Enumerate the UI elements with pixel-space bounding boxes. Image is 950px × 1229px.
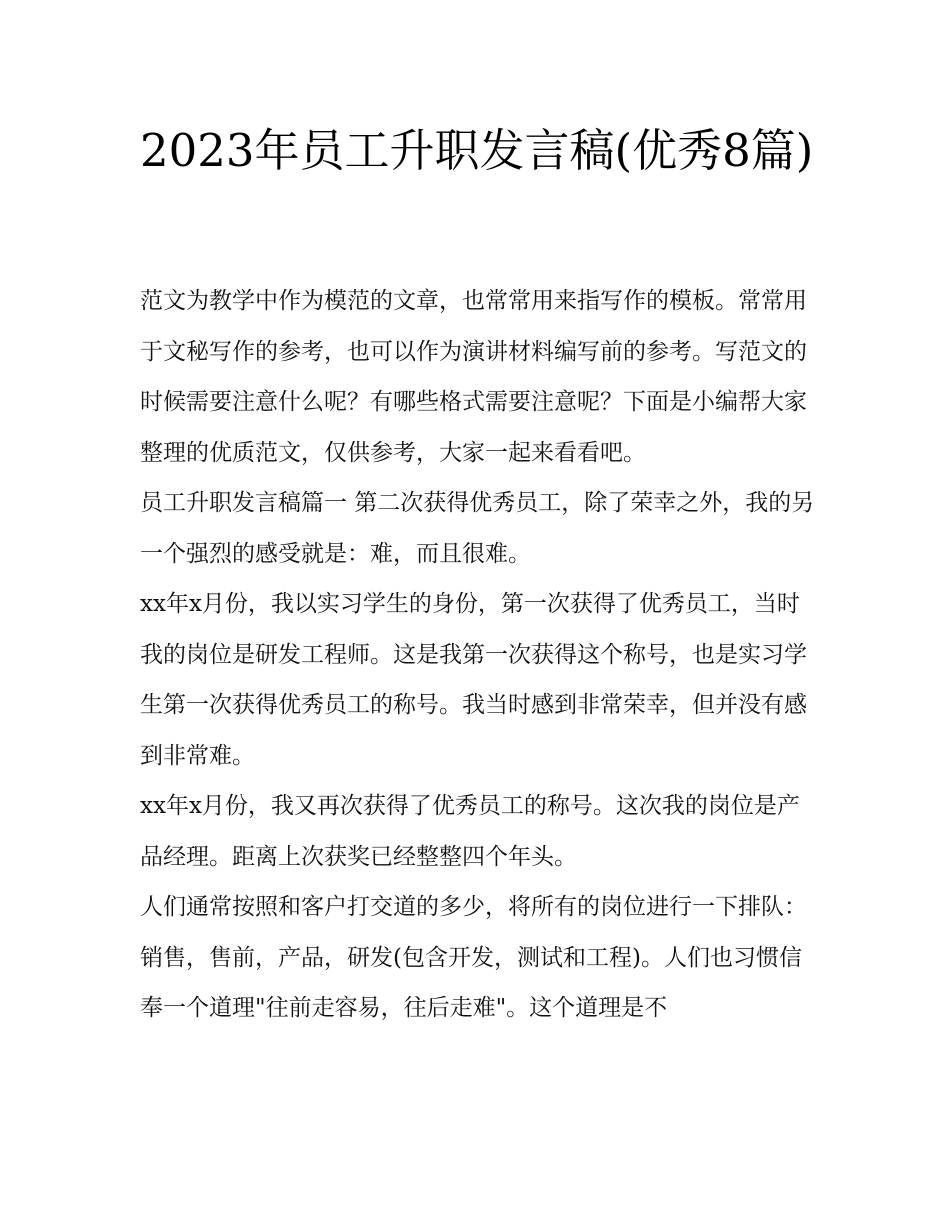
document-body [140,276,820,1034]
document-title: 2023年员工升职发言稿(优秀8篇) [140,124,814,177]
paragraph-role-ranking: 人们通常按照和客户打交道的多少，将所有的岗位进行一下排队：销售，售前，产品，研发(包含开发，测试和工程)。人们也习惯信奉一个道理"往前走容易，往后走难"。这个道理是不 [140,894,807,1021]
paragraph-intro: 范文为教学中作为模范的文章，也常常用来指写作的模板。常常用于文秘写作的参考，也可以作为演讲材料编写前的参考。写范文的时候需要注意什么呢？有哪些格式需要注意呢？下面是小编帮大家整理的优质范文，仅供参考，大家一起来看看吧。 [140,288,807,466]
paragraph-second-award: xx年x月份，我又再次获得了优秀员工的称号。这次我的岗位是产品经理。距离上次获奖已经整整四个年头。 [140,793,800,870]
paragraph-first-award: xx年x月份，我以实习学生的身份，第一次获得了优秀员工，当时我的岗位是研发工程师。这是我第一次获得这个称号，也是实习学生第一次获得优秀员工的称号。我当时感到非常荣幸，但并没有感到非常难。 [140,591,807,769]
paragraph-speech-one-opening: 员工升职发言稿篇一 第二次获得优秀员工，除了荣幸之外，我的另一个强烈的感受就是：难，而且很难。 [140,490,815,567]
